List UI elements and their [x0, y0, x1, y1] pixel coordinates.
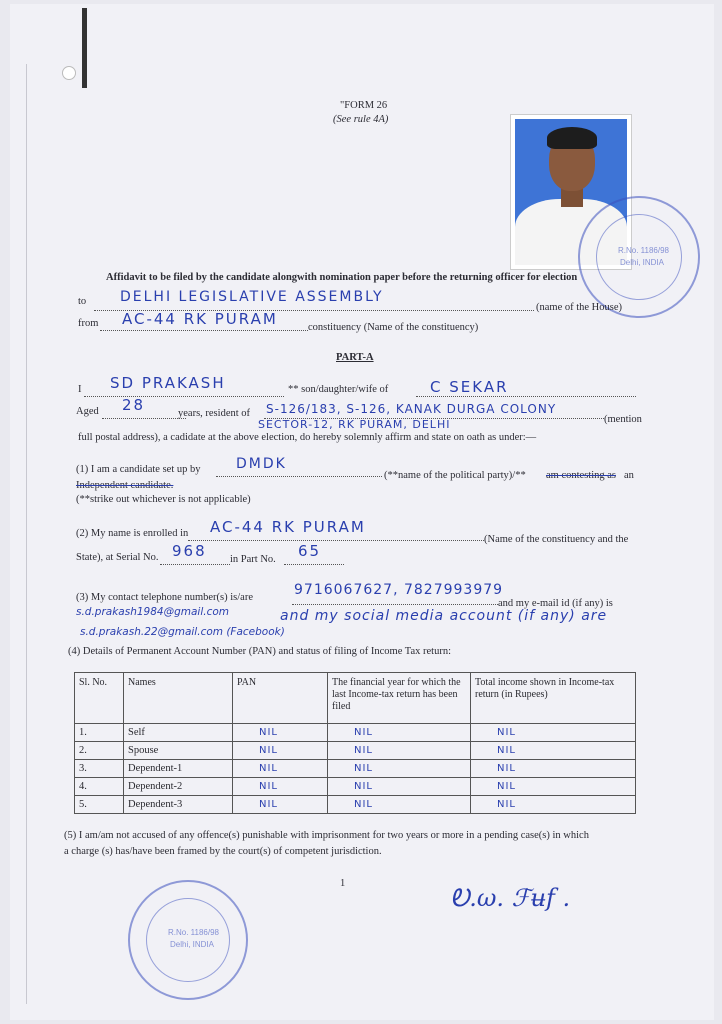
row-sl: 1. [75, 724, 124, 742]
row-income: NIL [471, 760, 636, 778]
row-sl: 4. [75, 778, 124, 796]
row-sl: 3. [75, 760, 124, 778]
from-label: from [78, 318, 99, 329]
item2-suffix: (Name of the constituency and the [484, 534, 629, 545]
email-primary: s.d.prakash1984@gmail.com [76, 606, 230, 618]
form-number: "FORM 26 [340, 100, 388, 111]
binding-mark [82, 8, 87, 88]
page-fold-line [26, 64, 27, 1004]
row-name: Self [124, 724, 233, 742]
item1-suffix: (**name of the political party)/** [384, 470, 526, 481]
item1-independent: Independent candidate. [76, 480, 174, 491]
punch-hole [62, 66, 76, 80]
table-row [75, 742, 636, 760]
to-label: to [78, 296, 87, 307]
pan-table [74, 672, 636, 814]
row-year: NIL [328, 796, 471, 814]
table-row [75, 778, 636, 796]
col-sl: Sl. No. [75, 673, 124, 724]
row-income: NIL [471, 778, 636, 796]
col-income: Total income shown in Income-tax return (in Rupees) [471, 673, 636, 724]
table-row [75, 724, 636, 742]
row-name: Dependent-1 [124, 760, 233, 778]
aged-label: Aged [76, 406, 99, 417]
phone-numbers: 9716067627, 7827993979 [294, 582, 504, 598]
row-sl: 5. [75, 796, 124, 814]
row-income: NIL [471, 796, 636, 814]
row-pan: NIL [233, 742, 328, 760]
resident-label: years, resident of [178, 408, 251, 419]
row-pan: NIL [233, 796, 328, 814]
row-income: NIL [471, 742, 636, 760]
item1-an: an [624, 470, 634, 481]
serial-no: 968 [172, 542, 207, 560]
from-suffix: constituency (Name of the constituency) [308, 322, 479, 333]
row-name: Dependent-3 [124, 796, 233, 814]
affidavit-page [10, 4, 714, 1020]
address-line-2: SECTOR-12, RK PURAM, DELHI [258, 418, 451, 431]
to-suffix: (name of the House) [536, 302, 623, 313]
item1-note: (**strike out whichever is not applicable) [76, 494, 251, 505]
row-income: NIL [471, 724, 636, 742]
col-year: The financial year for which the last Income-tax return has been filed [328, 673, 471, 724]
row-year: NIL [328, 778, 471, 796]
item2-label: (2) My name is enrolled in [76, 528, 189, 539]
row-pan: NIL [233, 724, 328, 742]
serial-label: State), at Serial No. [76, 552, 159, 563]
row-year: NIL [328, 760, 471, 778]
item5-line2: a charge (s) has/have been framed by the court(s) of competent jurisdiction. [64, 846, 382, 857]
affidavit-title: Affidavit to be filed by the candidate alongwith nomination paper before the returning officer for election [106, 272, 578, 283]
notary-seal-top: R.No. 1186/98 Delhi, INDIA [578, 196, 700, 318]
party-name: DMDK [236, 456, 287, 472]
postal-line: full postal address), a cadidate at the above election, do hereby solemnly affirm and state on oath as under:— [78, 432, 537, 443]
row-sl: 2. [75, 742, 124, 760]
address-line-1: S-126/183, S-126, KANAK DURGA COLONY [266, 402, 557, 416]
candidate-signature: Ꭷ.ω. ℱu̶f . [450, 884, 571, 912]
enrolled-constituency: AC-44 RK PURAM [210, 518, 366, 536]
candidate-name: SD PRAKASH [110, 374, 226, 392]
row-name: Dependent-2 [124, 778, 233, 796]
item4-label: (4) Details of Permanent Account Number (PAN) and status of filing of Income Tax return: [68, 646, 452, 657]
relation-label: ** son/daughter/wife of [288, 384, 389, 395]
email-facebook: s.d.prakash.22@gmail.com (Facebook) [80, 626, 285, 638]
constituency-name: AC-44 RK PURAM [122, 310, 278, 328]
house-name: DELHI LEGISLATIVE ASSEMBLY [120, 289, 384, 305]
row-pan: NIL [233, 760, 328, 778]
col-names: Names [124, 673, 233, 724]
col-pan: PAN [233, 673, 328, 724]
page-number: 1 [340, 878, 346, 889]
item5-line1: (5) I am/am not accused of any offence(s) punishable with imprisonment for two years or more in a pending case(s) in which [64, 830, 589, 841]
row-year: NIL [328, 742, 471, 760]
mention-label: (mention [604, 414, 642, 425]
item1-label: (1) I am a candidate set up by [76, 464, 201, 475]
part-a-heading: PART-A [336, 352, 374, 363]
email-label: and my e-mail id (if any) is [498, 598, 613, 609]
table-row [75, 796, 636, 814]
item3-label: (3) My contact telephone number(s) is/are [76, 592, 253, 603]
form-rule: (See rule 4A) [333, 114, 389, 125]
part-no: 65 [298, 542, 322, 560]
i-label: I [78, 384, 82, 395]
row-year: NIL [328, 724, 471, 742]
candidate-age: 28 [122, 396, 146, 414]
row-pan: NIL [233, 778, 328, 796]
social-media-text: and my social media account (if any) are [280, 608, 608, 624]
row-name: Spouse [124, 742, 233, 760]
item1-struck: am contesting as [546, 470, 616, 481]
notary-seal-bottom: R.No. 1186/98 Delhi, INDIA [128, 880, 248, 1000]
part-label: in Part No. [230, 554, 276, 565]
pan-table-header [75, 673, 636, 724]
father-name: C SEKAR [430, 378, 509, 396]
table-row [75, 760, 636, 778]
